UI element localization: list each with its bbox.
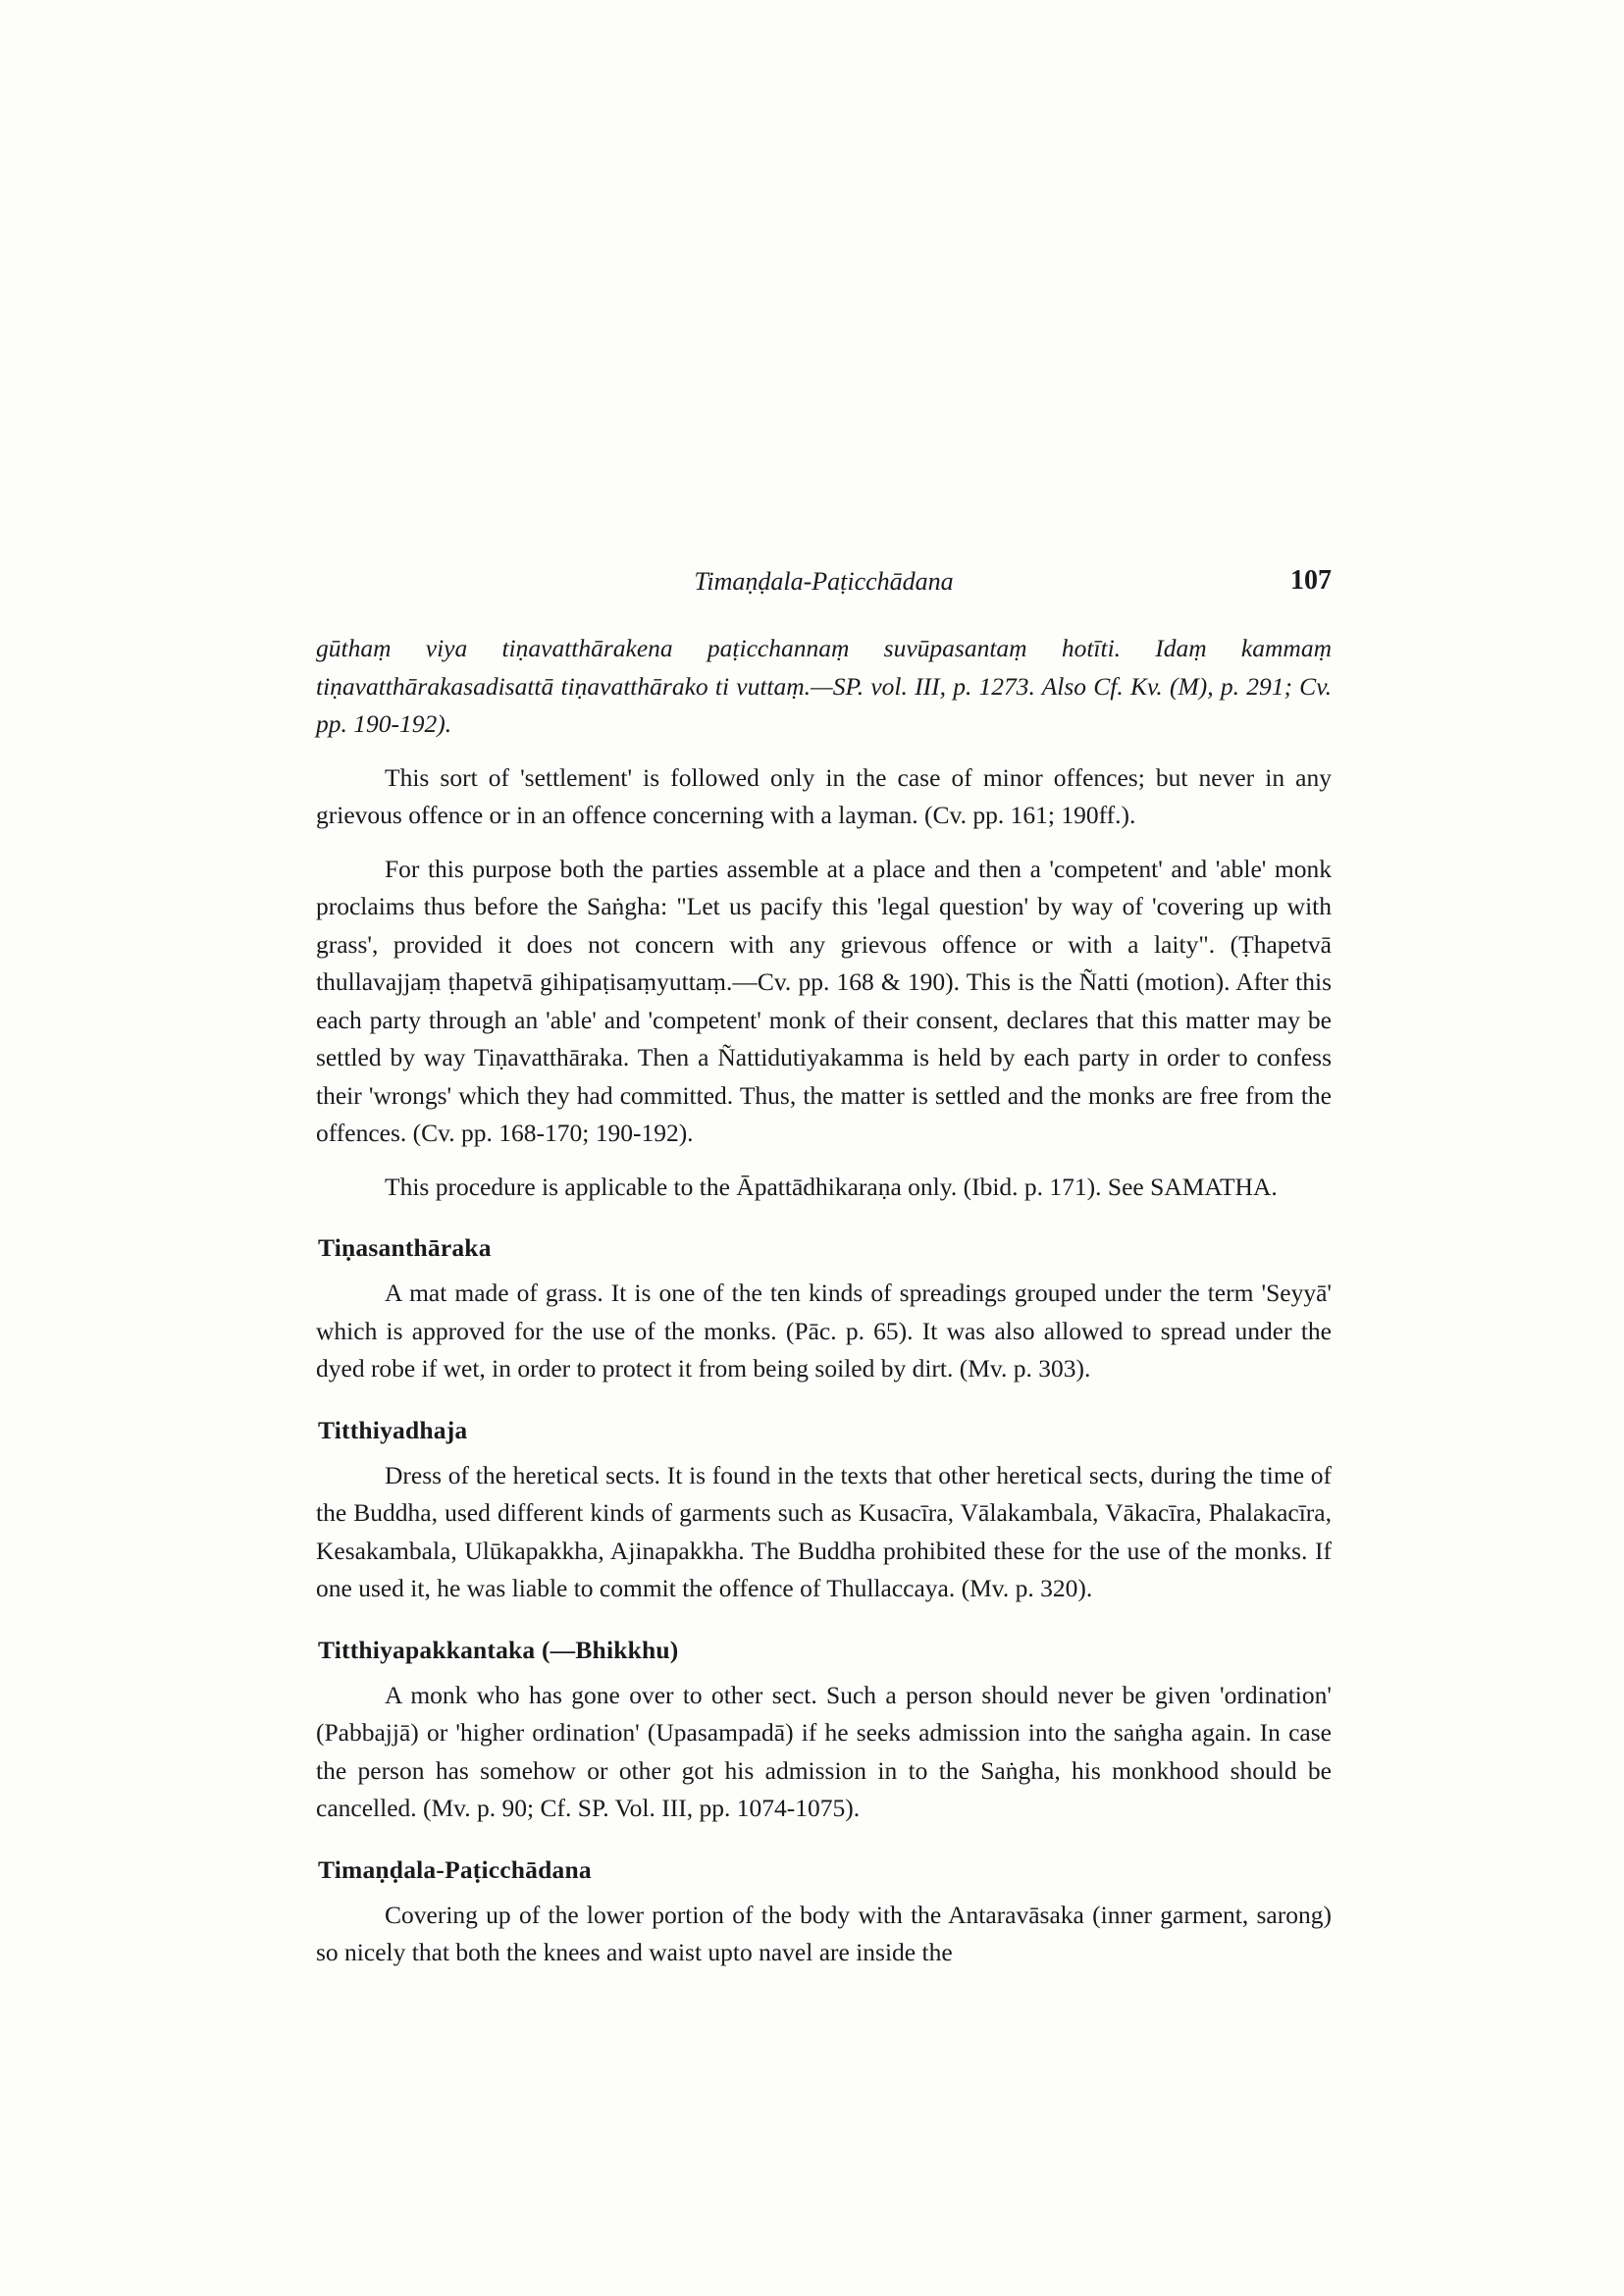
paragraph-procedure: For this purpose both the parties assemble at a place and then a 'competent' and 'able' monk proclaims thus before the Saṅgha: "Let us pacify this 'legal question' by way of 'covering up with grass', provided it does not concern with any grievous offence or with a laity". (Ṭhapetvā thullavajjaṃ ṭhapetvā gihipaṭisaṃyuttaṃ.—Cv. pp. 168 & 190). This is the Ñatti (motion). After this each party through an 'able' and 'competent' monk of their consent, declares that this matter may be settled by way Tiṇavatthāraka. Then a Ñattidutiyakamma is held by each party in order to confess their 'wrongs' which they had committed. Thus, the matter is settled and the monks are free from the offences. (Cv. pp. 168-170; 190-192).	[316, 854, 1332, 1147]
entry-body-timandala: Covering up of the lower portion of the body with the Antaravāsaka (inner garment, sarong) so nicely that both the knees and waist upto navel are inside the	[316, 1900, 1332, 1966]
entry-body-titthiyapakkantaka: A monk who has gone over to other sect. Such a person should never be given 'ordination' (Pabbajjā) or 'higher ordination' (Upasampadā) if he seeks admission into the saṅgha again. In case the person has somehow or other got his admission in to the Saṅgha, his monkhood should be cancelled. (Mv. p. 90; Cf. SP. Vol. III, pp. 1074-1075).	[316, 1680, 1332, 1822]
entry-heading-tinasantharaka: Tiṇasanthāraka	[318, 1233, 492, 1262]
page-number: 107	[1290, 565, 1332, 596]
entry-heading-timandala: Timaṇḍala-Paṭicchādana	[318, 1854, 592, 1884]
paragraph-settlement: This sort of 'settlement' is followed only in the case of minor offences; but never in any grievous offence or in an offence concerning with a layman. (Cv. pp. 161; 190ff.).	[316, 762, 1332, 829]
document-page	[316, 567, 1332, 1988]
entry-body-tinasantharaka: A mat made of grass. It is one of the ten kinds of spreadings grouped under the term 'Seyyā' which is approved for the use of the monks. (Pāc. p. 65). It was also allowed to spread under the dyed robe if wet, in order to protect it from being soiled by dirt. (Mv. p. 303).	[316, 1278, 1332, 1383]
paragraph-continuation: gūthaṃ viya tiṇavatthārakena paṭicchannaṃ suvūpasantaṃ hotīti. Idaṃ kammaṃ tiṇavatthārakasadisattā tiṇavatthārako ti vuttaṃ.—SP. vol. III, p. 1273. Also Cf. Kv. (M), p. 291; Cv. pp. 190-192).	[316, 634, 1332, 738]
entry-heading-titthiyadhaja: Titthiyadhaja	[318, 1415, 468, 1444]
paragraph-applicability: This procedure is applicable to the Āpattādhikaraṇa only. (Ibid. p. 171). See SAMATHA.	[385, 1172, 1278, 1201]
entry-body-titthiyadhaja: Dress of the heretical sects. It is found in the texts that other heretical sects, during the time of the Buddha, used different kinds of garments such as Kusacīra, Vālakambala, Vākacīra, Phalakacīra, Kesakambala, Ulūkapakkha, Ajinapakkha. The Buddha prohibited these for the use of the monks. If one used it, he was liable to commit the offence of Thullaccaya. (Mv. p. 320).	[316, 1460, 1332, 1602]
running-title: Timaṇḍala-Paṭicchādana	[694, 567, 954, 596]
entry-heading-titthiyapakkantaka: Titthiyapakkantaka (—Bhikkhu)	[318, 1635, 679, 1664]
running-head	[316, 567, 1332, 612]
